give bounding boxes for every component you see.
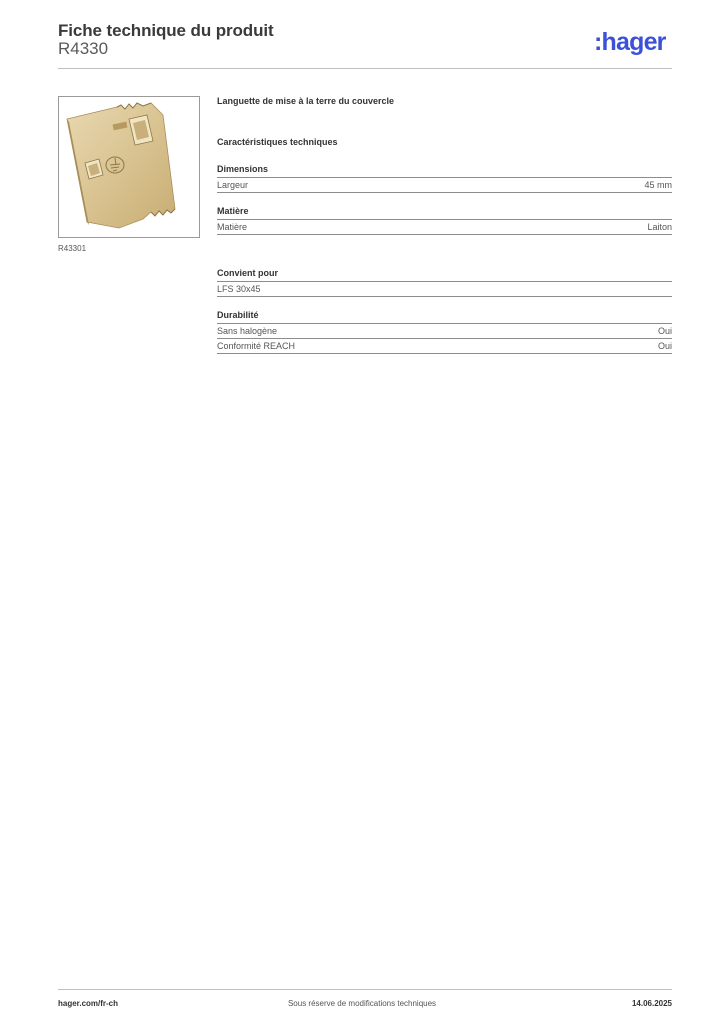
spec-label: Largeur [217, 180, 249, 190]
page-title: Fiche technique du produit [58, 21, 274, 40]
spec-row [217, 324, 672, 339]
spec-label: LFS 30x45 [217, 284, 261, 294]
section-dimensions [217, 164, 672, 193]
section-compatible [217, 268, 672, 297]
spec-value: Oui [657, 326, 672, 336]
product-name: Languette de mise à la terre du couvercle [217, 96, 395, 106]
svg-text::hager: :hager [594, 28, 666, 56]
section-title: Dimensions [217, 164, 672, 178]
spec-label: Matière [217, 222, 248, 232]
spec-row [217, 339, 672, 354]
spec-row [217, 178, 672, 193]
spec-value: Laiton [647, 222, 672, 232]
hager-logo[interactable] [594, 28, 678, 58]
footer-divider [58, 989, 672, 990]
section-durability [217, 310, 672, 354]
specifications [217, 96, 672, 367]
footer-disclaimer: Sous réserve de modifications techniques [287, 999, 437, 1008]
grounding-tab-illustration [59, 97, 199, 237]
section-title: Convient pour [217, 268, 672, 282]
spec-row [217, 220, 672, 235]
section-title: Matière [217, 206, 672, 220]
spec-value: 45 mm [644, 180, 672, 190]
spec-label: Conformité REACH [217, 341, 296, 351]
footer-date: 14.06.2025 [631, 999, 672, 1008]
spec-row [217, 282, 672, 297]
image-caption: R43301 [58, 244, 87, 253]
footer-website-link[interactable]: hager.com/fr-ch [58, 999, 119, 1008]
spec-label: Sans halogène [217, 326, 278, 336]
section-title: Durabilité [217, 310, 672, 324]
header-divider [58, 68, 672, 69]
product-image [58, 96, 200, 238]
product-reference: R4330 [58, 39, 109, 58]
characteristics-title: Caractéristiques techniques [217, 137, 338, 147]
spec-value: Oui [657, 341, 672, 351]
section-material [217, 206, 672, 235]
